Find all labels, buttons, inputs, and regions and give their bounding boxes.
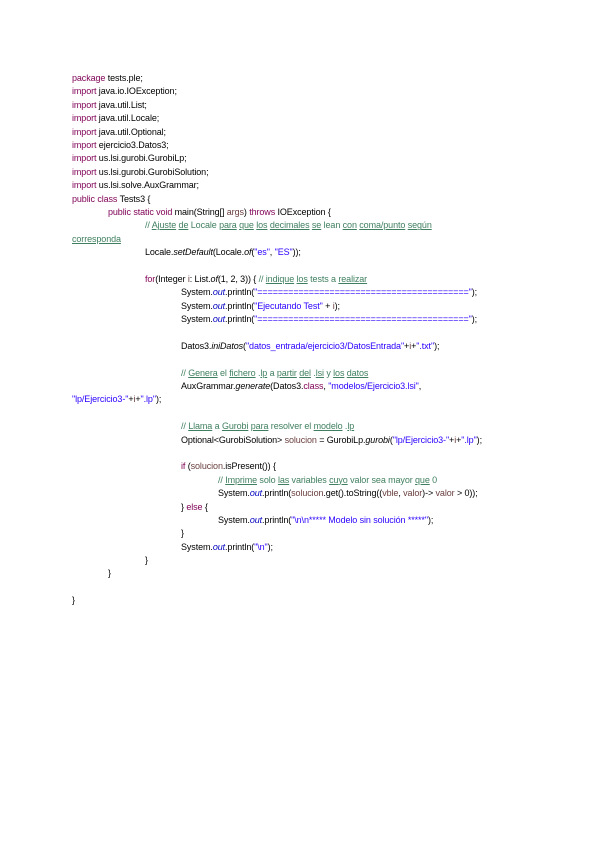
code-token: lp — [260, 367, 268, 378]
code-line — [72, 233, 542, 246]
code-token: java.io.IOException; — [96, 86, 177, 97]
code-token: } — [72, 595, 75, 606]
code-line — [72, 501, 542, 514]
code-token: valor — [403, 488, 423, 499]
code-line — [72, 460, 542, 473]
code-token: .println( — [225, 314, 255, 325]
code-token: valor sea mayor — [347, 474, 416, 485]
code-line — [72, 367, 542, 380]
code-token: out — [212, 541, 226, 552]
code-token: Locale — [188, 220, 220, 231]
code-token: "=========================================" — [254, 287, 472, 298]
code-line — [72, 179, 542, 192]
code-token: "es" — [254, 247, 270, 258]
code-token: import — [72, 113, 97, 124]
code-token: out — [212, 314, 226, 325]
code-token: se — [311, 220, 322, 231]
code-token: coma/punto — [359, 220, 406, 231]
code-token: y — [323, 367, 334, 378]
code-token: // — [181, 367, 189, 378]
code-token: . — [255, 367, 261, 378]
code-token: , — [323, 380, 329, 391]
code-token: indique — [265, 273, 295, 284]
code-token: .println( — [225, 287, 255, 298]
code-token: que — [239, 220, 254, 231]
code-token: .isPresent()) { — [222, 461, 276, 472]
code-token: i — [187, 273, 190, 284]
code-token: (1, 2, 3)) { — [217, 273, 259, 284]
code-token: main(String[] — [172, 206, 227, 217]
code-line — [72, 487, 542, 500]
code-token: Ajuste — [151, 220, 177, 231]
code-line — [72, 139, 542, 152]
code-token: i — [454, 434, 457, 445]
code-token: 0 — [429, 474, 438, 485]
code-token: , — [418, 380, 422, 391]
code-token: IOException { — [275, 206, 331, 217]
code-token: "\n\n***** Modelo sin solución *****" — [291, 514, 428, 525]
code-line — [72, 554, 542, 567]
code-token: "Ejecutando Test" — [254, 300, 323, 311]
code-token: ( — [185, 461, 191, 472]
code-token: out — [212, 287, 226, 298]
code-line — [72, 112, 542, 125]
code-line — [72, 313, 542, 326]
code-token: decimales — [269, 220, 310, 231]
code-token: modelo — [313, 421, 343, 432]
code-token: Imprime — [225, 474, 258, 485]
code-token: import — [72, 139, 97, 150]
code-token: ); — [471, 314, 478, 325]
code-line — [72, 219, 542, 232]
code-token: "\n" — [254, 541, 268, 552]
code-token: de — [178, 220, 189, 231]
code-token: "lp/Ejercicio3-" — [392, 434, 450, 445]
code-token: } — [145, 555, 148, 566]
code-token: "modelos/Ejercicio3.lsi" — [328, 380, 419, 391]
code-token: Genera — [188, 367, 218, 378]
code-token: .println( — [225, 300, 255, 311]
code-token: para — [250, 421, 269, 432]
code-token: for — [145, 273, 156, 284]
code-token: .get().toString(( — [323, 488, 383, 499]
code-line — [72, 407, 542, 420]
code-token: vble — [382, 488, 399, 499]
code-token: // — [145, 220, 152, 231]
code-line — [72, 126, 542, 139]
code-token: i — [409, 340, 412, 351]
code-token: Llama — [188, 421, 213, 432]
code-token: System. — [181, 300, 213, 311]
code-token: las — [277, 474, 290, 485]
code-line — [72, 85, 542, 98]
code-token: if — [181, 461, 186, 472]
code-token: con — [342, 220, 357, 231]
code-token: gurobi — [365, 434, 390, 445]
code-token: package — [72, 73, 106, 83]
code-token: import — [72, 180, 97, 191]
code-token: )); — [292, 247, 301, 258]
code-line — [72, 527, 542, 540]
code-token: class — [303, 380, 324, 391]
code-token: { — [202, 501, 208, 512]
code-token: ( — [243, 340, 246, 351]
code-token: tests.ple; — [105, 73, 143, 83]
code-token: ); — [267, 541, 273, 552]
code-line — [72, 434, 542, 447]
code-token: (Integer — [155, 273, 188, 284]
code-token: , — [269, 247, 275, 258]
code-line — [72, 567, 542, 580]
code-token: System. — [218, 488, 250, 499]
code-listing — [72, 72, 542, 608]
code-token: java.util.Optional; — [96, 126, 166, 137]
code-token: variables — [289, 474, 330, 485]
code-token: else — [186, 501, 203, 512]
code-token: ); — [334, 300, 340, 311]
code-token: Locale. — [145, 247, 174, 258]
code-token: throws — [249, 206, 276, 217]
code-token: generate — [235, 380, 271, 391]
code-line — [72, 594, 542, 607]
code-token: System. — [181, 287, 213, 298]
code-token: tests a — [307, 273, 339, 284]
code-token: del — [299, 367, 311, 378]
code-token: . — [342, 421, 348, 432]
code-token: ); — [155, 394, 162, 405]
code-line — [72, 152, 542, 165]
code-token: + — [456, 434, 462, 445]
code-token: ejercicio3.Datos3; — [96, 139, 169, 150]
code-token: a — [267, 367, 277, 378]
code-token: import — [72, 166, 97, 177]
code-token: = GurobiLp. — [316, 434, 366, 445]
code-token: import — [72, 153, 97, 164]
code-token: } — [181, 501, 187, 512]
code-token: ); — [476, 434, 482, 445]
code-token: out — [212, 300, 226, 311]
code-token: ); — [471, 287, 478, 298]
code-token: us.lsi.gurobi.GurobiSolution; — [96, 166, 209, 177]
code-token: que — [415, 474, 430, 485]
code-token: of — [244, 247, 252, 258]
code-token: AuxGrammar. — [181, 380, 236, 391]
code-token: System. — [218, 514, 250, 525]
code-token: los — [296, 273, 308, 284]
code-token: > 0)); — [454, 488, 478, 499]
code-token: Tests3 { — [117, 193, 151, 204]
code-token: los — [256, 220, 268, 231]
code-token: para — [219, 220, 237, 231]
code-line — [72, 581, 542, 594]
code-token: java.util.List; — [96, 99, 147, 110]
code-token: Optional<GurobiSolution> — [181, 434, 285, 445]
code-token: + — [449, 434, 455, 445]
code-token: import — [72, 99, 97, 110]
code-token: + — [411, 340, 417, 351]
code-token: lp — [347, 421, 355, 432]
code-token: solucion — [284, 434, 317, 445]
code-token: iniDatos — [211, 340, 244, 351]
code-line — [72, 273, 542, 286]
code-token: cuyo — [329, 474, 348, 485]
code-token: "ES" — [274, 247, 293, 258]
code-token: : List. — [189, 273, 211, 284]
code-line — [72, 206, 542, 219]
code-token: of — [210, 273, 218, 284]
code-token: // — [218, 474, 226, 485]
code-token: ( — [389, 434, 393, 445]
code-token: System. — [181, 314, 213, 325]
code-token: )-> — [422, 488, 436, 499]
code-token: import — [72, 126, 97, 137]
code-token: // — [258, 273, 266, 284]
code-token: + — [322, 300, 333, 311]
code-token: lsi — [315, 367, 324, 378]
code-token: out — [249, 488, 263, 499]
code-token: "lp/Ejercicio3-" — [72, 394, 129, 405]
code-token: realizar — [338, 273, 368, 284]
code-token: "datos_entrada/ejercicio3/DatosEntrada" — [245, 340, 405, 351]
code-token: import — [72, 86, 97, 97]
code-token: setDefault — [173, 247, 213, 258]
code-token: ); — [427, 514, 434, 525]
code-line — [72, 541, 542, 554]
code-token: us.lsi.gurobi.GurobiLp; — [96, 153, 187, 164]
code-line — [72, 514, 542, 527]
code-line — [72, 286, 542, 299]
code-line — [72, 353, 542, 366]
code-token: (Datos3. — [270, 380, 304, 391]
code-token: , — [398, 488, 404, 499]
code-line — [72, 326, 542, 339]
code-token: // — [181, 421, 189, 432]
code-token: solucion — [190, 461, 223, 472]
code-token: (Locale. — [212, 247, 245, 258]
code-token: el — [217, 367, 230, 378]
code-line — [72, 72, 542, 85]
code-token: a — [212, 421, 222, 432]
code-line — [72, 259, 542, 272]
code-token: } — [108, 568, 111, 579]
code-token: out — [249, 514, 263, 525]
code-token: valor — [435, 488, 455, 499]
code-token: + — [128, 394, 134, 405]
code-line — [72, 340, 542, 353]
code-token: ".txt" — [416, 340, 435, 351]
code-token: fichero — [229, 367, 256, 378]
code-token: . — [310, 367, 316, 378]
code-token: ); — [434, 340, 440, 351]
code-line — [72, 447, 542, 460]
code-token: ( — [251, 247, 255, 258]
code-line — [72, 99, 542, 112]
code-token: public class — [72, 193, 118, 204]
code-token: .println( — [262, 488, 292, 499]
code-line — [72, 420, 542, 433]
code-token: corresponda — [72, 233, 121, 244]
code-line — [72, 380, 542, 393]
code-token: + — [404, 340, 410, 351]
code-token: "=========================================" — [254, 314, 472, 325]
code-token: según — [407, 220, 432, 231]
code-token: solucion — [291, 488, 324, 499]
code-token: datos — [346, 367, 369, 378]
code-token: resolver el — [268, 421, 314, 432]
code-token: Gurobi — [221, 421, 249, 432]
code-token: java.util.Locale; — [96, 113, 160, 124]
code-token: Datos3. — [181, 340, 212, 351]
code-token: solo — [257, 474, 278, 485]
code-token: .println( — [262, 514, 292, 525]
code-token: us.lsi.solve.AuxGrammar; — [96, 180, 199, 191]
code-token: i — [133, 394, 136, 405]
code-line — [72, 393, 542, 406]
code-line — [72, 246, 542, 259]
code-token: ".lp" — [140, 394, 156, 405]
code-token: lean — [321, 220, 343, 231]
code-token: .println( — [225, 541, 255, 552]
code-token: ".lp" — [461, 434, 477, 445]
code-token: System. — [181, 541, 213, 552]
code-token: } — [181, 528, 184, 539]
code-line — [72, 166, 542, 179]
code-line — [72, 474, 542, 487]
code-token: i — [332, 300, 335, 311]
code-line — [72, 300, 542, 313]
code-token: partir — [276, 367, 297, 378]
code-token: + — [135, 394, 141, 405]
code-token: args — [226, 206, 244, 217]
code-token: los — [333, 367, 345, 378]
code-line — [72, 193, 542, 206]
code-token: ) — [243, 206, 250, 217]
code-token: public static void — [108, 206, 173, 217]
